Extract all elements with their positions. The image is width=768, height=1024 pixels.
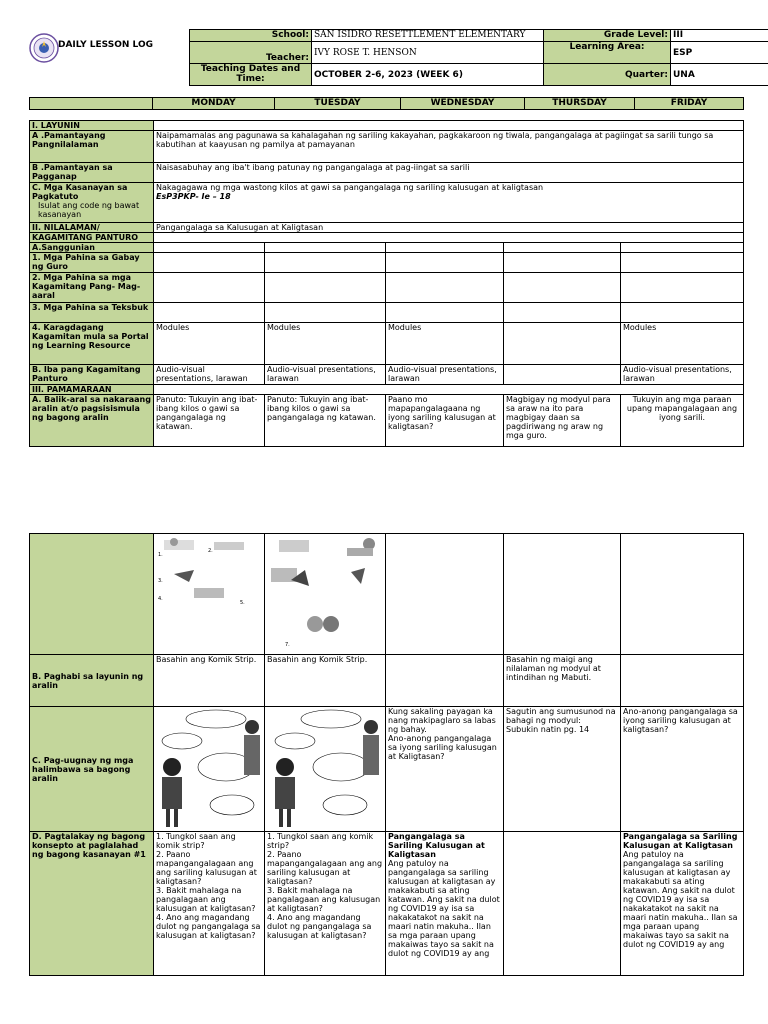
paghabi-tue: Basahin ang Komik Strip. <box>265 655 386 707</box>
lesson-table-upper <box>29 120 744 447</box>
paghabi-wed <box>386 655 504 707</box>
iba-mon: Audio-visual presentations, larawan <box>154 365 265 385</box>
pagtalakay-label: D. Pagtalakay ng bagong konsepto at paglalahad ng bagong kasanayan #1 <box>30 832 154 976</box>
nilalaman-text: Pangangalaga sa Kalusugan at Kaligtasan <box>154 223 744 233</box>
dates-value: OCTOBER 2-6, 2023 (WEEK 6) <box>312 64 544 86</box>
school-label: School: <box>190 30 312 42</box>
iba-wed: Audio-visual presentations, larawan <box>386 365 504 385</box>
dates-label: Teaching Dates and Time: <box>190 64 312 86</box>
iba-label: B. Iba pang Kagamitang Panturo <box>30 365 154 385</box>
svg-text:2.: 2. <box>208 548 213 554</box>
deped-seal-logo <box>29 33 59 63</box>
pag-uugnay-fri: Ano-anong pangangalaga sa iyong sariling kalusugan at kaligtasan? <box>621 707 744 832</box>
school-value: SAN ISIDRO RESETTLEMENT ELEMENTARY <box>312 30 544 42</box>
modules-wed: Modules <box>386 323 504 365</box>
grade-label: Grade Level: <box>544 30 671 42</box>
topic-title-wed: Pangangalaga sa Sariling Kalusugan at Kaligtasan <box>388 832 485 859</box>
comic-strip-tue <box>265 707 385 829</box>
pag-uugnay-thu: Sagutin ang sumusunod na bahagi ng modyul: Subukin natin pg. 14 <box>504 707 621 832</box>
balik-aral-label: A. Balik-aral sa nakaraang aralin at/o pagsisismula ng bagong aralin <box>30 395 154 447</box>
kasanayan-sub: Isulat ang code ng bawat kasanayan <box>38 201 140 219</box>
teacher-value: IVY ROSE T. HENSON <box>312 42 544 64</box>
paghabi-fri <box>621 655 744 707</box>
header-info-table <box>189 29 768 86</box>
gabay-label: 1. Mga Pahina sa Gabay ng Guro <box>30 253 154 273</box>
modules-fri: Modules <box>621 323 744 365</box>
svg-text:5.: 5. <box>240 600 245 606</box>
svg-text:1.: 1. <box>158 552 163 558</box>
kagamitang-label: 2. Mga Pahina sa mga Kagamitang Pang- Mag-aaral <box>30 273 154 303</box>
pamantayan-pagganap-label: B .Pamantayan sa Pagganap <box>30 163 154 183</box>
karagdagang-label: 4. Karagdagang Kagamitan mula sa Portal ng Learning Resource <box>30 323 154 365</box>
balik-fri: Tukuyin ang mga paraan upang mapangalagaan ang iyong sarili. <box>621 395 744 447</box>
lesson-table-lower <box>29 533 744 976</box>
area-label: Learning Area: <box>544 42 671 64</box>
balik-thu: Magbigay ng modyul para sa araw na ito para magbigay daan sa pagdiriwang ng araw ng mga guro. <box>504 395 621 447</box>
area-value: ESP <box>671 42 768 64</box>
sanggunian-label: A.Sanggunian <box>30 243 154 253</box>
day-tuesday: TUESDAY <box>275 98 401 110</box>
modules-tue: Modules <box>265 323 386 365</box>
pamamaraan-heading: III. PAMAMARAAN <box>30 385 154 395</box>
quarter-label: Quarter: <box>544 64 671 86</box>
kasanayan-code: EsP3PKP- Ie – 18 <box>156 192 231 201</box>
topic-text-fri: Ang patuloy na pangangalaga sa sariling kalusugan at kaligtasan ay makakabuti sa ating katawan. Ang sakit na dulot ng COVID19 ay isa sa nakakatakot na sakit na maari natin makuha.. Ilan sa mga paraan upang makaiwas tayo sa sakit na dulot ng COVID19 ay ang <box>623 850 738 949</box>
day-friday: FRIDAY <box>635 98 744 110</box>
questions-tue: 1. Tungkol saan ang komik strip? 2. Paano mapangangalagaan ang ang sariling kalusugan at kaligtasan? 3. Bakit mahalaga na pangalagaan ang kalusugan at kaligtasan? 4. Ano ang magandang dulot ng pangangalaga sa kalusugan at kaligtasan? <box>265 832 386 976</box>
pamantayan-pagganap-text: Naisasabuhay ang iba't ibang patunay ng pangangalaga at pag-iingat sa sarili <box>154 163 744 183</box>
pamantayang-pangnilalaman-text: Naipamamalas ang pagunawa sa kahalagahan ng sariling kakayahan, pagkakaroon ng tiwala, pangangalaga at pagiingat sa sarili tungo sa kabutihan at kaayusan ng pamilya at pamayanan <box>154 131 744 163</box>
iba-tue: Audio-visual presentations, larawan <box>265 365 386 385</box>
day-monday: MONDAY <box>153 98 275 110</box>
modules-mon: Modules <box>154 323 265 365</box>
day-wednesday: WEDNESDAY <box>401 98 525 110</box>
paghabi-label: B. Paghabi sa layunin ng aralin <box>30 655 154 707</box>
paghabi-thu: Basahin ng maigi ang nilalaman ng modyul at intindihan ng Mabuti. <box>504 655 621 707</box>
svg-text:7.: 7. <box>285 642 290 648</box>
iba-fri: Audio-visual presentations, larawan <box>621 365 744 385</box>
pamantayang-pangnilalaman-label: A .Pamantayang Pangnilalaman <box>30 131 154 163</box>
kagamitan-label: KAGAMITANG PANTURO <box>30 233 154 243</box>
teksbuk-label: 3. Mga Pahina sa Teksbuk <box>30 303 154 323</box>
document-title: DAILY LESSON LOG <box>58 40 153 50</box>
topic-title-fri: Pangangalaga sa Sariling Kalusugan at Kaligtasan <box>623 832 738 850</box>
layunin-heading: I. LAYUNIN <box>30 121 154 131</box>
kasanayan-text: Nakagagawa ng mga wastong kilos at gawi sa pangangalaga ng sariling kalusugan at kaligtasan <box>156 183 544 192</box>
iba-thu <box>504 365 621 385</box>
grade-value: III <box>671 30 768 42</box>
svg-text:3.: 3. <box>158 578 163 584</box>
questions-mon: 1. Tungkol saan ang komik strip? 2. Paano mapangangalagaan ang ang sariling kalusugan at kaligtasan? 3. Bakit mahalaga na pangalagaan ang kalusugan at kaligtasan? 4. Ano ang magandang dulot ng pangangalaga sa kalusugan at kaligtasan? <box>154 832 265 976</box>
balik-wed: Paano mo mapapangalagaana ng iyong sariling kalusugan at kaligtasan? <box>386 395 504 447</box>
svg-text:4.: 4. <box>158 596 163 602</box>
comic-strip-mon <box>154 707 264 829</box>
topic-text-wed: Ang patuloy na pangangalaga sa sariling kalusugan at kaligtasan ay makakabuti sa ating katawan. Ang sakit na dulot ng COVID19 ay isa sa nakakatakot na sakit na maari natin makuha.. Ilan sa mga paraan upang makaiwas tayo sa sakit na dulot ng COVID19 ay ang <box>388 859 500 958</box>
teacher-label: Teacher: <box>190 42 312 64</box>
balik-tue: Panuto: Tukuyin ang ibat-ibang kilos o gawi sa pangangalaga ng katawan. <box>265 395 386 447</box>
day-thursday: THURSDAY <box>525 98 635 110</box>
activity-illustrations-mon <box>154 534 264 652</box>
activity-illustrations-tue <box>265 534 385 652</box>
quarter-value: UNA <box>671 64 768 86</box>
pag-uugnay-wed: Kung sakaling payagan ka nang makipaglaro sa labas ng bahay. Ano-anong pangangalaga sa iyong sariling kalusugan at Kaligtasan? <box>386 707 504 832</box>
pag-uugnay-label: C. Pag-uugnay ng mga halimbawa sa bagong aralin <box>30 707 154 832</box>
paghabi-mon: Basahin ang Komik Strip. <box>154 655 265 707</box>
balik-mon: Panuto: Tukuyin ang ibat-ibang kilos o gawi sa pangangalaga ng katawan. <box>154 395 265 447</box>
days-header <box>29 97 744 110</box>
nilalaman-label: II. NILALAMAN/ <box>30 223 154 233</box>
kasanayan-label: C. Mga Kasanayan sa Pagkatuto <box>32 183 128 201</box>
modules-thu <box>504 323 621 365</box>
